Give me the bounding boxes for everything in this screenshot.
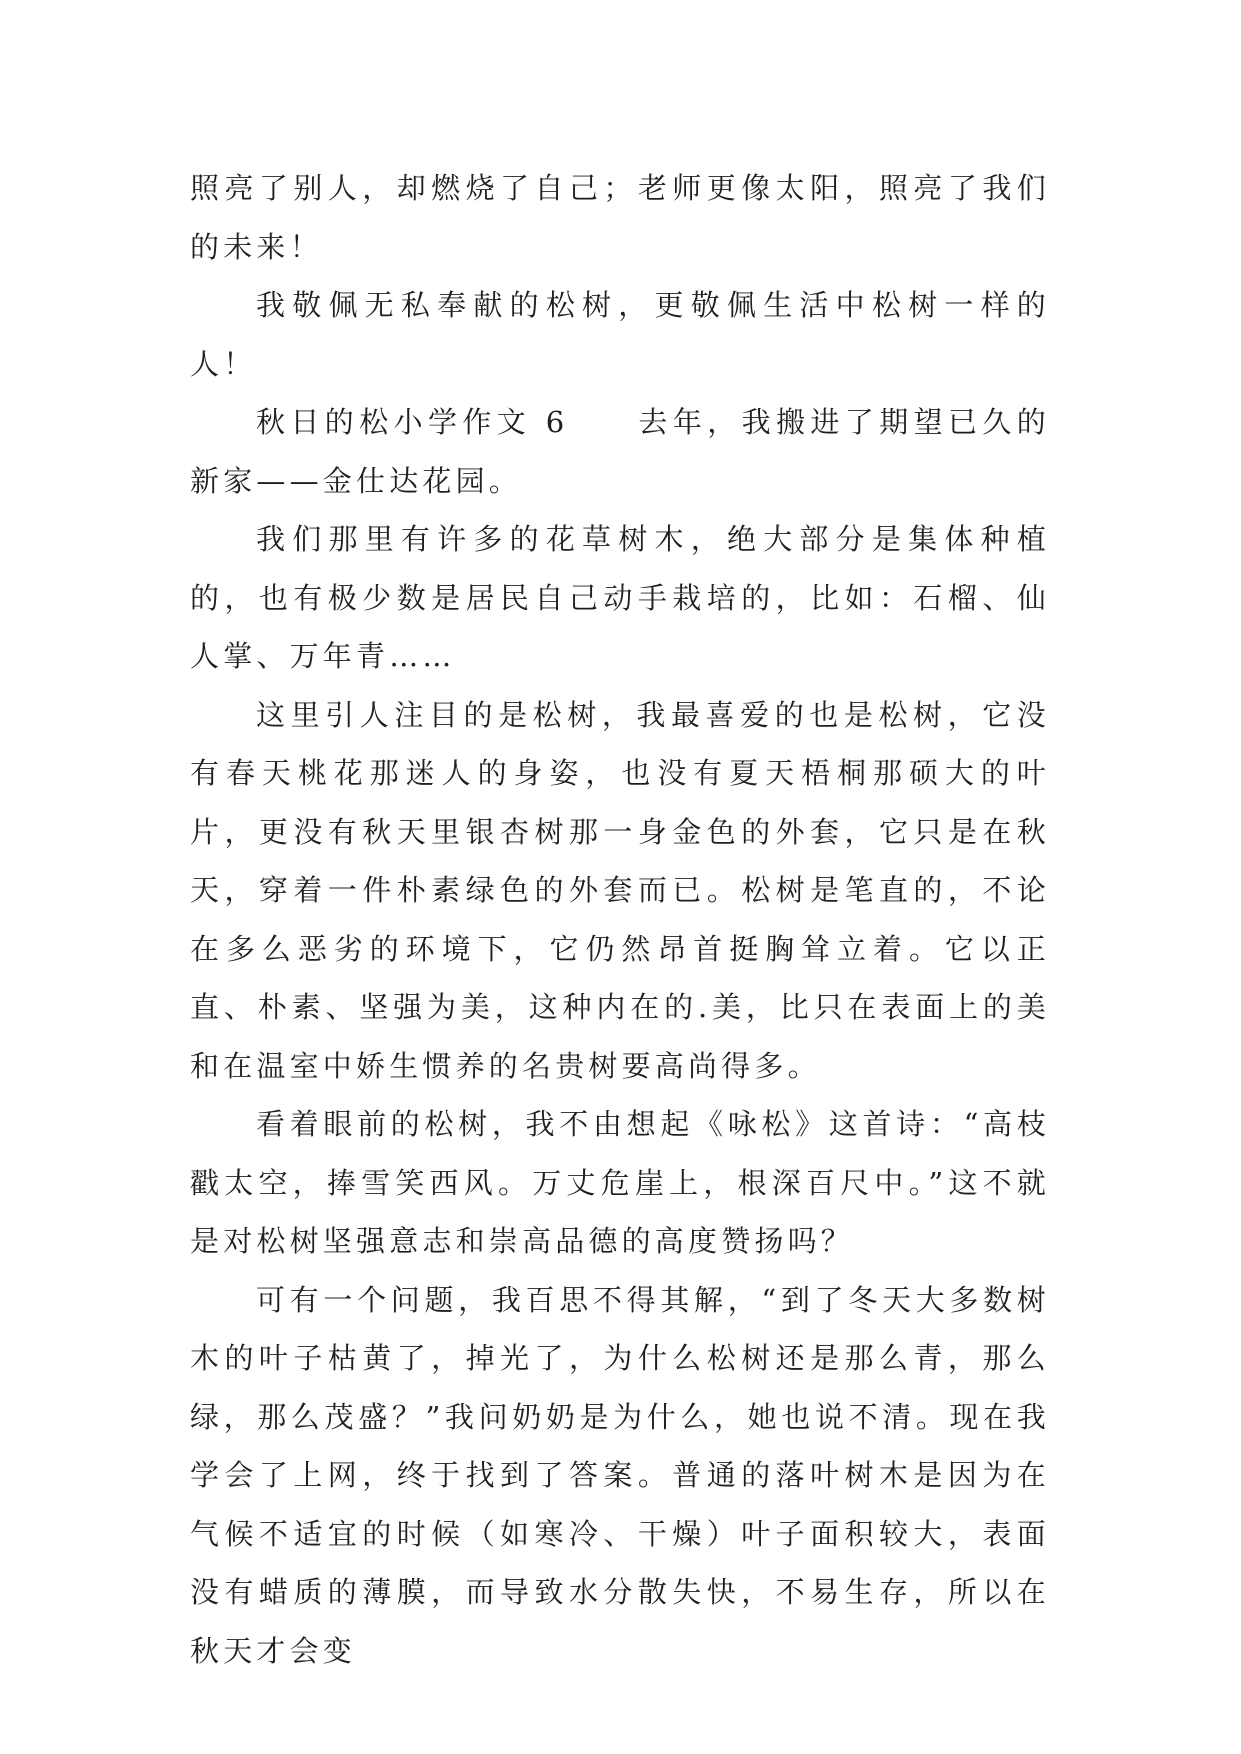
- paragraph: 可有一个问题，我百思不得其解，“到了冬天大多数树木的叶子枯黄了，掉光了，为什么松树还是那么青，那么绿，那么茂盛？”我问奶奶是为什么，她也说不清。现在我学会了上网，终于找到了答案。普通的落叶树木是因为在气候不适宜的时候（如寒冷、干燥）叶子面积较大，表面没有蜡质的薄膜，而导致水分散失快，不易生存，所以在秋天才会变: [190, 1282, 1050, 1668]
- paragraph: 我们那里有许多的花草树木，绝大部分是集体种植的，也有极少数是居民自己动手栽培的，比如：石榴、仙人掌、万年青……: [190, 522, 1050, 673]
- paragraph-essay-heading: 秋日的松小学作文 6 去年，我搬进了期望已久的新家——金仕达花园。: [190, 405, 1050, 498]
- paragraph: 看着眼前的松树，我不由想起《咏松》这首诗：“高枝戳太空，捧雪笑西风。万丈危崖上，根深百尺中。”这不就是对松树坚强意志和崇高品德的高度赞扬吗？: [190, 1107, 1050, 1258]
- paragraph-continued: 照亮了别人，却燃烧了自己；老师更像太阳，照亮了我们的未来！: [190, 171, 1050, 264]
- paragraph: 这里引人注目的是松树，我最喜爱的也是松树，它没有春天桃花那迷人的身姿，也没有夏天梧桐那硕大的叶片，更没有秋天里银杏树那一身金色的外套，它只是在秋天，穿着一件朴素绿色的外套而已。松树是笔直的，不论在多么恶劣的环境下，它仍然昂首挺胸耸立着。它以正直、朴素、坚强为美，这种内在的.美，比只在表面上的美和在温室中娇生惯养的名贵树要高尚得多。: [190, 697, 1050, 1083]
- paragraph: 我敬佩无私奉献的松树，更敬佩生活中松树一样的人！: [190, 288, 1050, 381]
- document-body: [190, 159, 1050, 1680]
